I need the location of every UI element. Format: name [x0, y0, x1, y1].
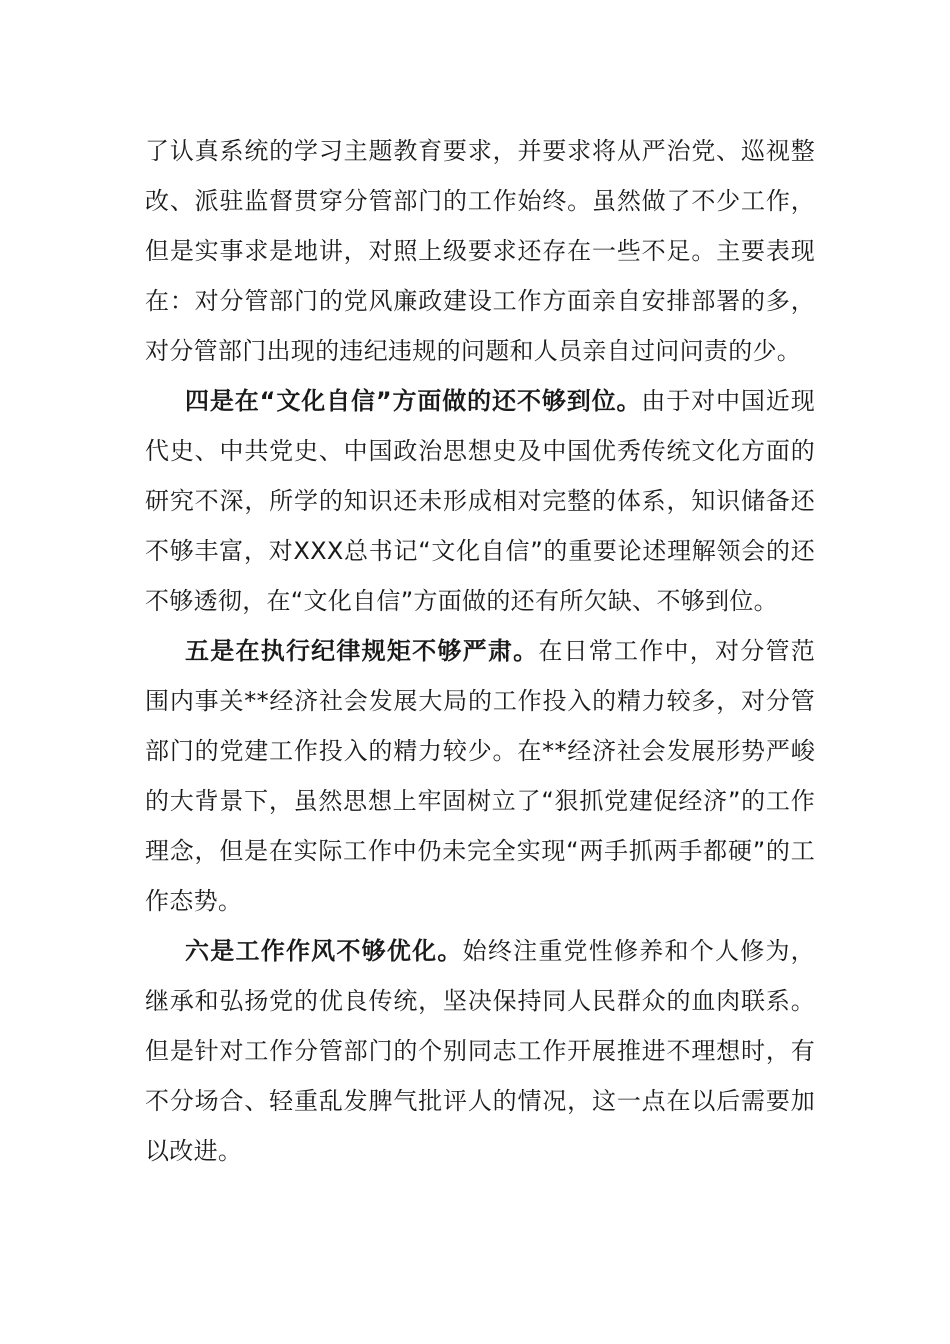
- paragraph-work-style: [145, 926, 815, 1176]
- paragraph-cultural-confidence: [145, 376, 815, 626]
- paragraph-body: 始终注重党性修养和个人修为，继承和弘扬党的优良传统，坚决保持同人民群众的血肉联系。但是针对工作分管部门的个别同志工作开展推进不理想时，有不分场合、轻重乱发脾气批评人的情况，这一点在以后需要加以改进。: [145, 937, 815, 1165]
- paragraph-body: 由于对中国近现代史、中共党史、中国政治思想史及中国优秀传统文化方面的研究不深，所学的知识还未形成相对完整的体系，知识储备还不够丰富，对XXX总书记“文化自信”的重要论述理解领会的还不够透彻，在“文化自信”方面做的还有所欠缺、不够到位。: [145, 387, 815, 615]
- paragraph-discipline: [145, 626, 815, 926]
- paragraph-body: 了认真系统的学习主题教育要求，并要求将从严治党、巡视整改、派驻监督贯穿分管部门的工作始终。虽然做了不少工作，但是实事求是地讲，对照上级要求还存在一些不足。主要表现在：对分管部门的党风廉政建设工作方面亲自安排部署的多，对分管部门出现的违纪违规的问题和人员亲自过问问责的少。: [145, 137, 815, 365]
- paragraph-heading: 四是在“文化自信”方面做的还不够到位。: [185, 387, 642, 415]
- paragraph-body: 在日常工作中，对分管范围内事关**经济社会发展大局的工作投入的精力较多，对分管部门的党建工作投入的精力较少。在**经济社会发展形势严峻的大背景下，虽然思想上牢固树立了“狠抓党建促经济”的工作理念，但是在实际工作中仍未完全实现“两手抓两手都硬”的工作态势。: [145, 637, 815, 915]
- paragraph-heading: 六是工作作风不够优化。: [185, 937, 463, 965]
- paragraph-continuation: [145, 126, 815, 376]
- paragraph-heading: 五是在执行纪律规矩不够严肃。: [185, 637, 539, 665]
- document-body: [145, 126, 815, 1176]
